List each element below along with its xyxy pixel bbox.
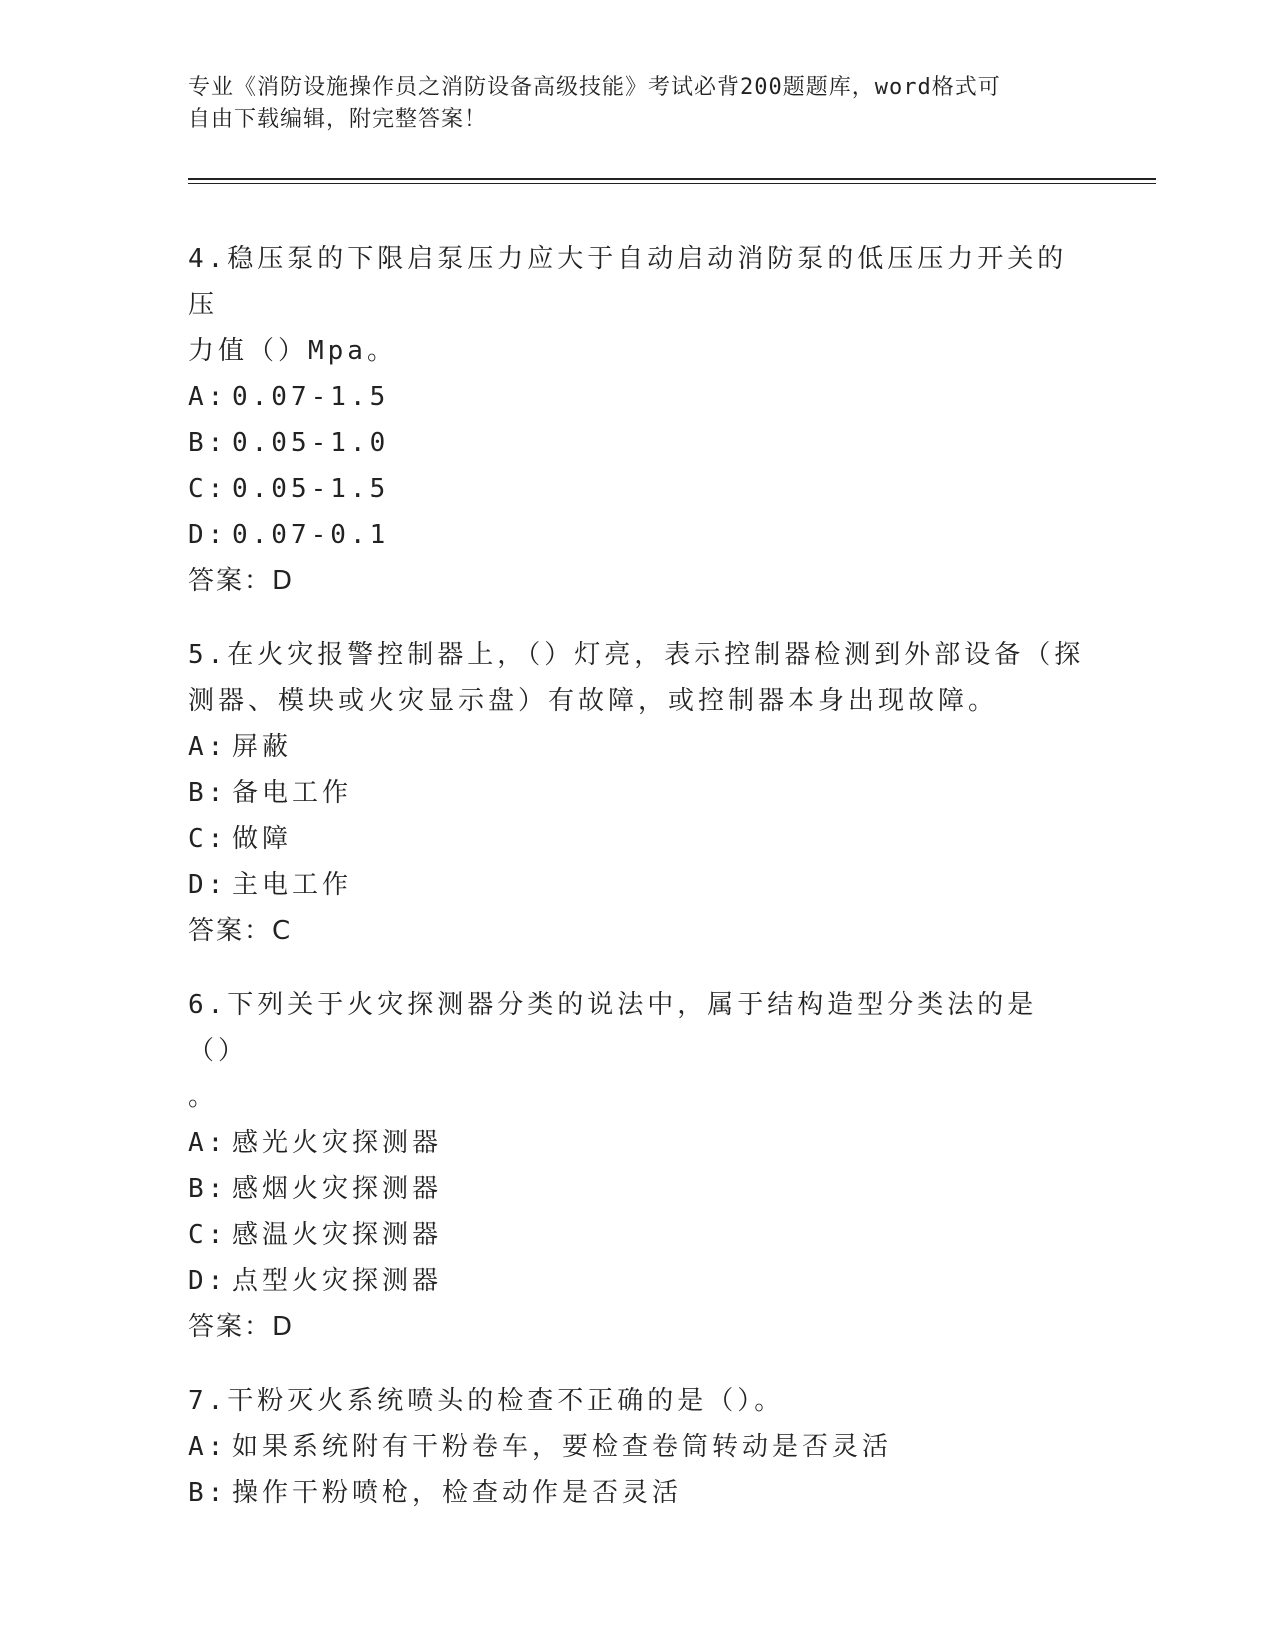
- option-b: [188, 420, 1088, 466]
- option-label: A:: [188, 1432, 228, 1462]
- question-7: [188, 1378, 1088, 1516]
- header-divider-thick: [188, 178, 1156, 180]
- option-d: [188, 862, 1088, 908]
- option-label: D:: [188, 520, 228, 550]
- option-a: [188, 724, 1088, 770]
- question-5: [188, 632, 1088, 954]
- option-text: 感温火灾探测器: [232, 1220, 443, 1250]
- option-label: D:: [188, 870, 228, 900]
- option-label: A:: [188, 382, 228, 412]
- question-stem-line: 力值（）Mpa。: [188, 336, 397, 366]
- question-4: [188, 236, 1088, 604]
- question-stem: [188, 632, 1088, 724]
- option-text: 感烟火灾探测器: [232, 1174, 443, 1204]
- option-text: 0.07-1.5: [232, 382, 390, 412]
- option-text: 0.05-1.5: [232, 474, 390, 504]
- question-stem-line: 。: [188, 1082, 219, 1112]
- option-text: 如果系统附有干粉卷车，要检查卷筒转动是否灵活: [232, 1432, 893, 1462]
- option-label: C:: [188, 1220, 228, 1250]
- option-d: [188, 512, 1088, 558]
- question-6: [188, 982, 1088, 1350]
- option-text: 0.07-0.1: [232, 520, 390, 550]
- option-a: [188, 1120, 1088, 1166]
- option-a: [188, 374, 1088, 420]
- option-text: 点型火灾探测器: [232, 1266, 443, 1296]
- option-text: 做障: [232, 824, 293, 854]
- option-b: [188, 770, 1088, 816]
- option-label: C:: [188, 824, 228, 854]
- header-divider-thin: [188, 183, 1156, 184]
- option-label: B:: [188, 778, 228, 808]
- option-text: 备电工作: [232, 778, 353, 808]
- header-line-2: 自由下载编辑，附完整答案！: [188, 107, 488, 132]
- option-label: C:: [188, 474, 228, 504]
- option-label: B:: [188, 1174, 228, 1204]
- option-d: [188, 1258, 1088, 1304]
- answer-line: 答案：D: [188, 1312, 295, 1342]
- header-line-1: 专业《消防设施操作员之消防设备高级技能》考试必背200题题库，word格式可: [188, 75, 1001, 100]
- option-label: A:: [188, 732, 228, 762]
- option-label: D:: [188, 1266, 228, 1296]
- option-text: 0.05-1.0: [232, 428, 390, 458]
- option-text: 操作干粉喷枪，检查动作是否灵活: [232, 1478, 683, 1508]
- option-a: [188, 1424, 1088, 1470]
- option-text: 主电工作: [232, 870, 353, 900]
- question-stem-line: 4.稳压泵的下限启泵压力应大于自动启动消防泵的低压压力开关的压: [188, 244, 1068, 320]
- option-c: [188, 466, 1088, 512]
- option-c: [188, 816, 1088, 862]
- question-stem: [188, 236, 1088, 374]
- answer-line: 答案：D: [188, 566, 295, 596]
- option-c: [188, 1212, 1088, 1258]
- question-stem: [188, 982, 1088, 1120]
- question-stem: [188, 1378, 1088, 1424]
- question-stem-line: 7.干粉灭火系统喷头的检查不正确的是（）。: [188, 1386, 785, 1416]
- option-text: 感光火灾探测器: [232, 1128, 443, 1158]
- option-text: 屏蔽: [232, 732, 293, 762]
- question-stem-line: 5.在火灾报警控制器上，（）灯亮，表示控制器检测到外部设备（探: [188, 640, 1085, 670]
- option-b: [188, 1470, 1088, 1516]
- option-label: B:: [188, 1478, 228, 1508]
- option-label: A:: [188, 1128, 228, 1158]
- option-b: [188, 1166, 1088, 1212]
- document-header: [188, 72, 1088, 136]
- question-stem-line: 测器、模块或火灾显示盘）有故障，或控制器本身出现故障。: [188, 686, 999, 716]
- question-stem-line: 6.下列关于火灾探测器分类的说法中，属于结构造型分类法的是（）: [188, 990, 1038, 1066]
- answer-line: 答案：C: [188, 916, 293, 946]
- option-label: B:: [188, 428, 228, 458]
- question-list: [188, 236, 1088, 1544]
